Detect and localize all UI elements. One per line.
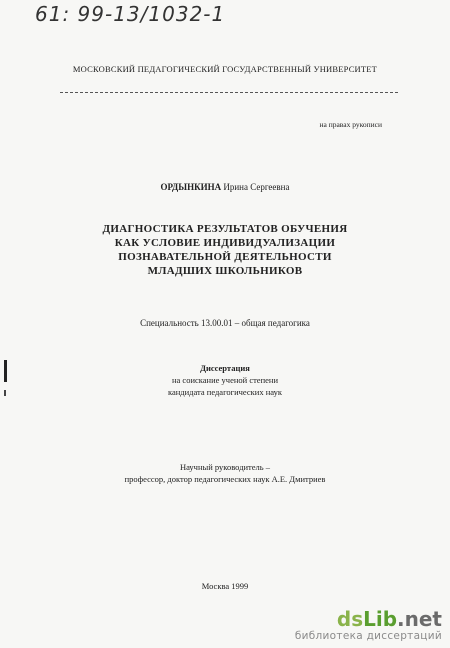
title-line: ДИАГНОСТИКА РЕЗУЛЬТАТОВ ОБУЧЕНИЯ — [102, 223, 348, 235]
dissertation-degree — [0, 362, 450, 398]
author-surname: ОРДЫНКИНА — [160, 182, 222, 192]
author-name — [0, 182, 450, 192]
city-year: Москва 1999 — [201, 581, 249, 591]
author-given-name: Ирина Сергеевна — [223, 182, 290, 192]
title-line: ПОЗНАВАТЕЛЬНОЙ ДЕЯТЕЛЬНОСТИ — [118, 251, 332, 263]
dslib-logo: dsLib.net — [336, 607, 442, 631]
dissertation-heading: Диссертация — [200, 363, 250, 373]
scan-edge-mark — [4, 360, 7, 382]
dissertation-title — [0, 222, 450, 278]
rights-note: на правах рукописи — [319, 120, 382, 129]
dslib-subtitle: библиотека диссертаций — [294, 630, 442, 642]
advisor-line-2: профессор, доктор педагогических наук А.Е. Дмитриев — [124, 474, 326, 484]
specialty: Специальность 13.00.01 – общая педагогика — [140, 318, 310, 328]
degree-line-2: кандидата педагогических наук — [167, 387, 282, 397]
dslib-watermark — [295, 608, 442, 642]
degree-line-1: на соискание ученой степени — [171, 375, 278, 385]
title-line: МЛАДШИХ ШКОЛЬНИКОВ — [147, 265, 303, 277]
university-name: МОСКОВСКИЙ ПЕДАГОГИЧЕСКИЙ ГОСУДАРСТВЕННЫЙ УНИВЕРСИТЕТ — [72, 64, 378, 74]
scientific-advisor — [0, 461, 450, 485]
advisor-line-1: Научный руководитель – — [179, 462, 271, 472]
archive-stamp: 61: 99-13/1032-1 — [35, 2, 226, 26]
scan-edge-dot — [4, 390, 6, 396]
title-line: КАК УСЛОВИЕ ИНДИВИДУАЛИЗАЦИИ — [114, 237, 336, 249]
header-divider — [60, 92, 398, 93]
